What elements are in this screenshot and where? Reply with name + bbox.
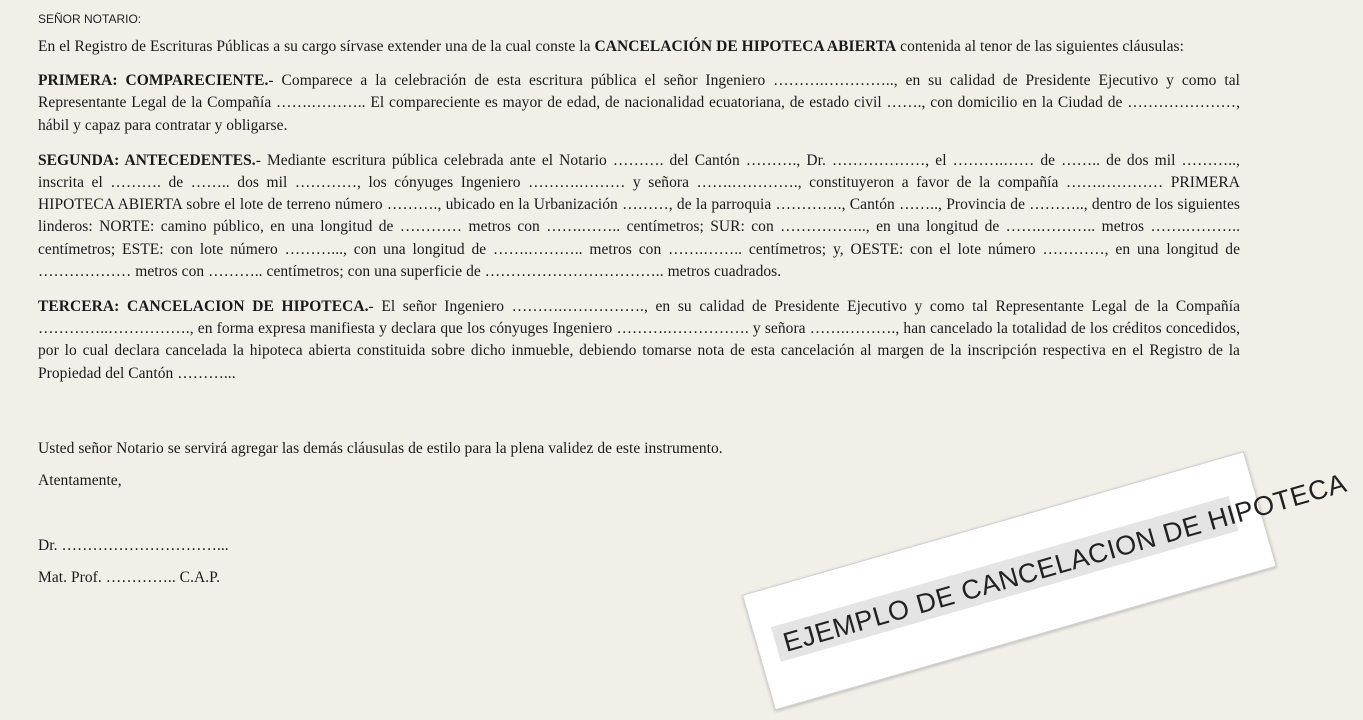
intro-text-after: contenida al tenor de las siguientes cláusulas: — [896, 38, 1184, 55]
signature-name-line: Dr. …………………………... — [38, 537, 229, 555]
stamp-label: EJEMPLO DE CANCELACION DE HIPOTECA — [779, 467, 1350, 658]
clause-segunda — [38, 150, 1240, 283]
clause-text: - El señor Ingeniero ……….……………., en su calidad de Presidente Ejecutivo y como tal Representante Legal de la Compañía …………..……………., en forma expresa manifiesta y declara que los cónyuges Ingeniero ……….……………. y señora …….………., han cancelado la totalidad de los créditos concedidos, por lo cual declara cancelada la hipoteca abierta constituida sobre dicho inmueble, debiendo tomarse nota de esta cancelación al margen de la inscripción respectiva en el Registro de la Propiedad del Cantón ………... — [38, 298, 1240, 382]
intro-paragraph — [38, 36, 1240, 58]
clause-heading: PRIMERA: COMPARECIENTE. — [38, 72, 269, 90]
closing-paragraph: Usted señor Notario se servirá agregar las demás cláusulas de estilo para la plena validez de este instrumento. — [38, 439, 723, 457]
clause-text: - Mediante escritura pública celebrada ante el Notario ………. del Cantón ………., Dr. ………………, el ……….…… de …….. de dos mil ……….., inscrita el ………. de …….. dos mil …………, los cónyuges Ingeniero ……….……… y señora …….…………., constituyeron a favor de la compañía …….………… PRIMERA HIPOTECA ABIERTA sobre el lote de terreno número ………., ubicado en la Urbanización ………, de la parroquia …………., Cantón …….., Provincia de ……….., dentro de los siguientes linderos: NORTE: camino público, en una longitud de ………… metros con …….…….. centímetros; SUR: con …………….., en una longitud de …….……….. metros …….……….. centímetros; ESTE: con lote número ………..., con una longitud de …….……….. metros con …….…….. centímetros; y, OESTE: con el lote número …………, en una longitud de ……………… metros con ……….. centímetros; con una superficie de …………………………….. metros cuadrados. — [38, 151, 1240, 280]
clause-primera — [38, 70, 1240, 137]
intro-emphasis: CANCELACIÓN DE HIPOTECA ABIERTA — [594, 38, 897, 55]
clause-heading: TERCERA: CANCELACION DE HIPOTECA. — [38, 298, 369, 316]
clause-heading: SEGUNDA: ANTECEDENTES. — [38, 151, 256, 169]
clause-tercera — [38, 296, 1240, 385]
salutation: Atentamente, — [38, 472, 122, 490]
clause-text: - Comparece a la celebración de esta escritura pública el señor Ingeniero ……….………….., en su calidad de Presidente Ejecutivo y como tal Representante Legal de la Compañía …….……….. El compareciente es mayor de edad, de nacionalidad ecuatoriana, de estado civil ……., con domicilio en la Ciudad de …………………, hábil y capaz para contratar y obligarse. — [38, 72, 1240, 134]
signature-registration-line: Mat. Prof. ………….. C.A.P. — [38, 569, 221, 587]
intro-text-before: En el Registro de Escrituras Públicas a su cargo sírvase extender una de la cual conste la — [38, 38, 595, 55]
greeting: SEÑOR NOTARIO: — [38, 12, 142, 26]
